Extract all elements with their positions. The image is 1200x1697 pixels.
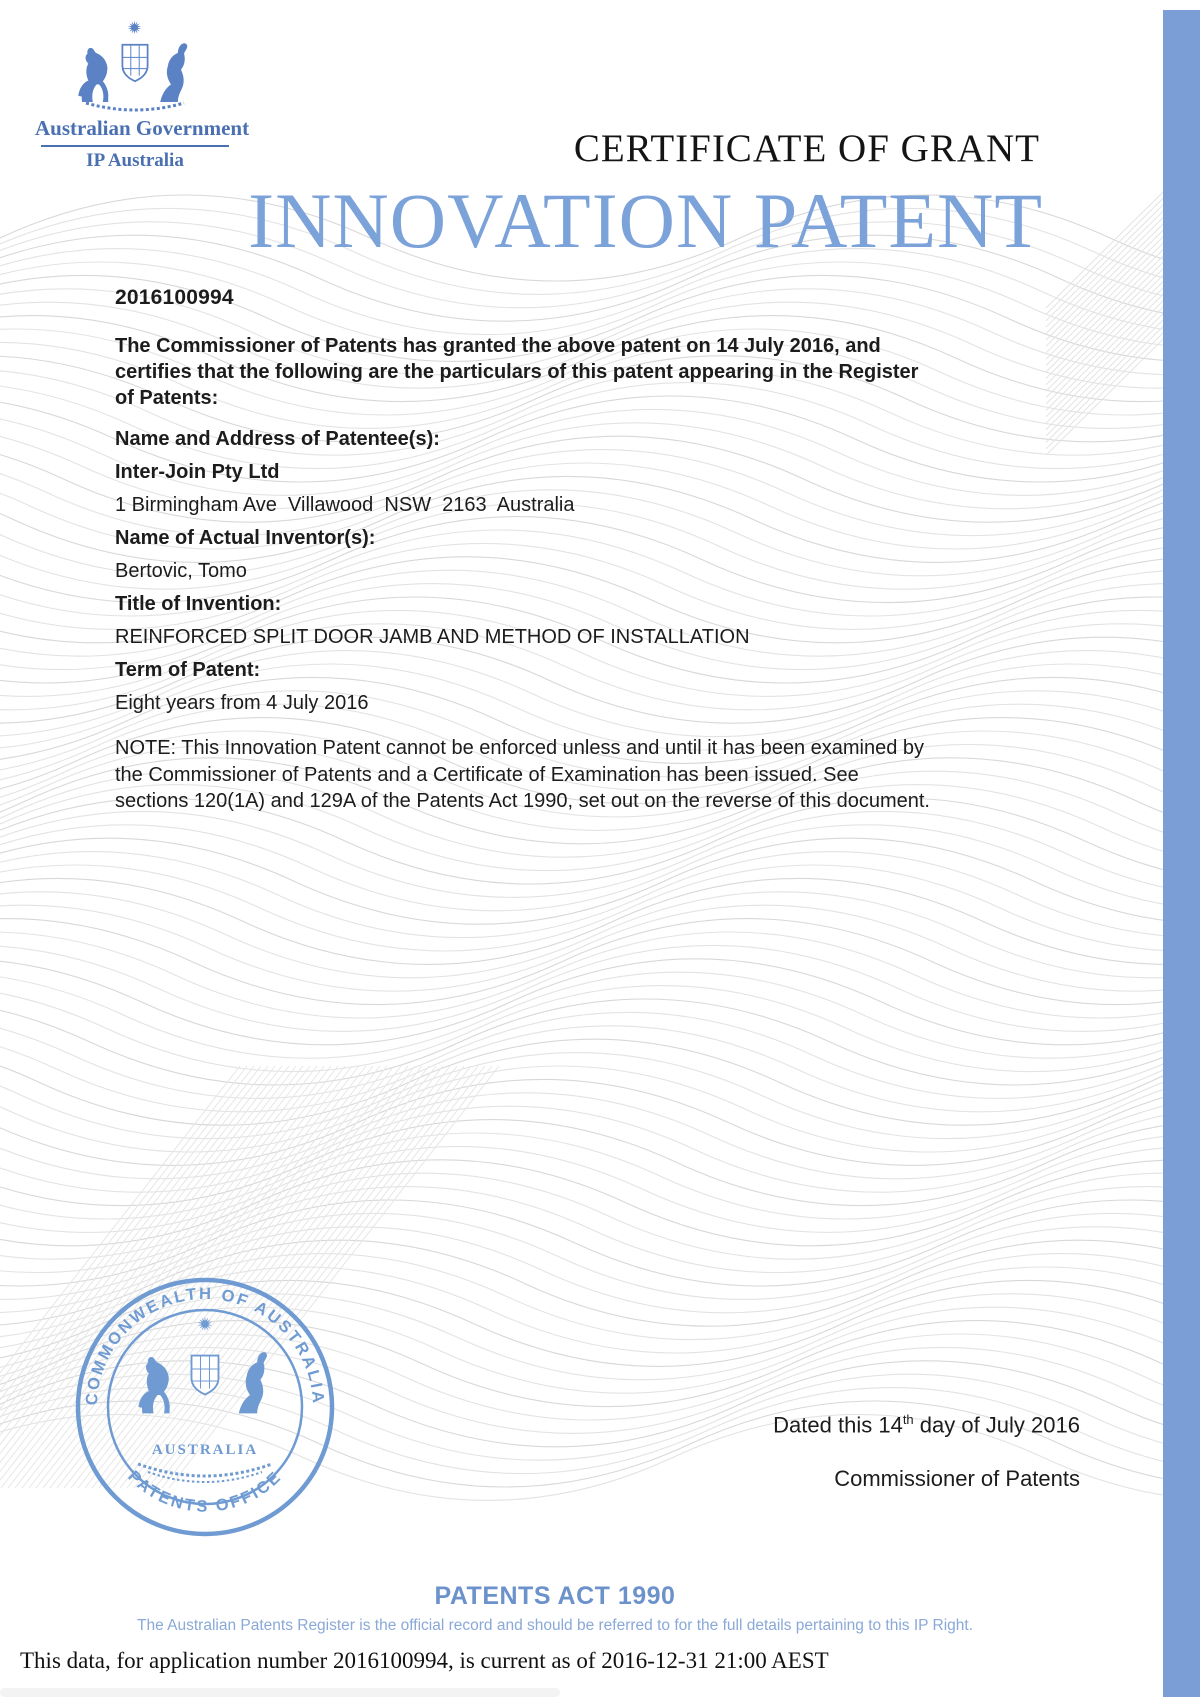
signoff-block (773, 1412, 1080, 1492)
seal-coat-of-arms-icon (138, 1317, 267, 1414)
field-value-patentee-address: 1 Birmingham Ave Villawood NSW 2163 Australia (115, 494, 575, 516)
dated-line: Dated this 14th day of July 2016 (773, 1412, 1080, 1438)
logo-divider (41, 145, 229, 147)
patent-type-title: INNOVATION PATENT (248, 177, 1043, 264)
seal-ring-bottom-text: PATENTS OFFICE (124, 1467, 286, 1516)
seal-ring-top-text: COMMONWEALTH OF AUSTRALIA (82, 1284, 328, 1406)
field-value-patentee-name: Inter-Join Pty Ltd (115, 461, 280, 483)
grant-statement: The Commissioner of Patents has granted the above patent on 14 July 2016, and certifies that the following are the particulars of this patent appearing in the Register of Patents: (115, 335, 919, 409)
page-edge-accent-bar (1163, 10, 1200, 1697)
field-value-inventor: Bertovic, Tomo (115, 560, 247, 582)
certificate-type-title: CERTIFICATE OF GRANT (573, 127, 1040, 170)
register-note: The Australian Patents Register is the official record and should be referred to for the full details pertaining to this IP Right. (136, 1617, 974, 1634)
patent-particulars (115, 286, 945, 815)
field-label-term: Term of Patent: (115, 659, 261, 681)
field-label-patentee: Name and Address of Patentee(s): (115, 428, 440, 450)
field-label-title: Title of Invention: (115, 593, 282, 615)
patents-act-title: PATENTS ACT 1990 (434, 1582, 676, 1610)
examination-note: NOTE: This Innovation Patent cannot be enforced unless and until it has been examined by the Commissioner of Patents and a Certificate of Examination has been issued. See sections 120(1A) and 129A of the Patents Act 1990, set out on the reverse of this document. (115, 737, 930, 812)
agency-name: Australian Government (35, 116, 250, 140)
agency-unit: IP Australia (86, 150, 184, 171)
scan-shadow (0, 1688, 560, 1697)
australian-government-logo (35, 20, 250, 172)
field-value-term: Eight years from 4 July 2016 (115, 692, 369, 714)
field-value-title: REINFORCED SPLIT DOOR JAMB AND METHOD OF INSTALLATION (115, 626, 750, 648)
signatory-title: Commissioner of Patents (834, 1466, 1080, 1492)
data-currency-line: This data, for application number 2016100994, is current as of 2016-12-31 21:00 AEST (20, 1648, 829, 1673)
patents-office-seal (70, 1272, 340, 1542)
patent-number: 2016100994 (115, 286, 234, 309)
seal-banner-text: AUSTRALIA (151, 1442, 259, 1458)
coat-of-arms-icon (60, 20, 210, 112)
field-label-inventor: Name of Actual Inventor(s): (115, 527, 376, 549)
